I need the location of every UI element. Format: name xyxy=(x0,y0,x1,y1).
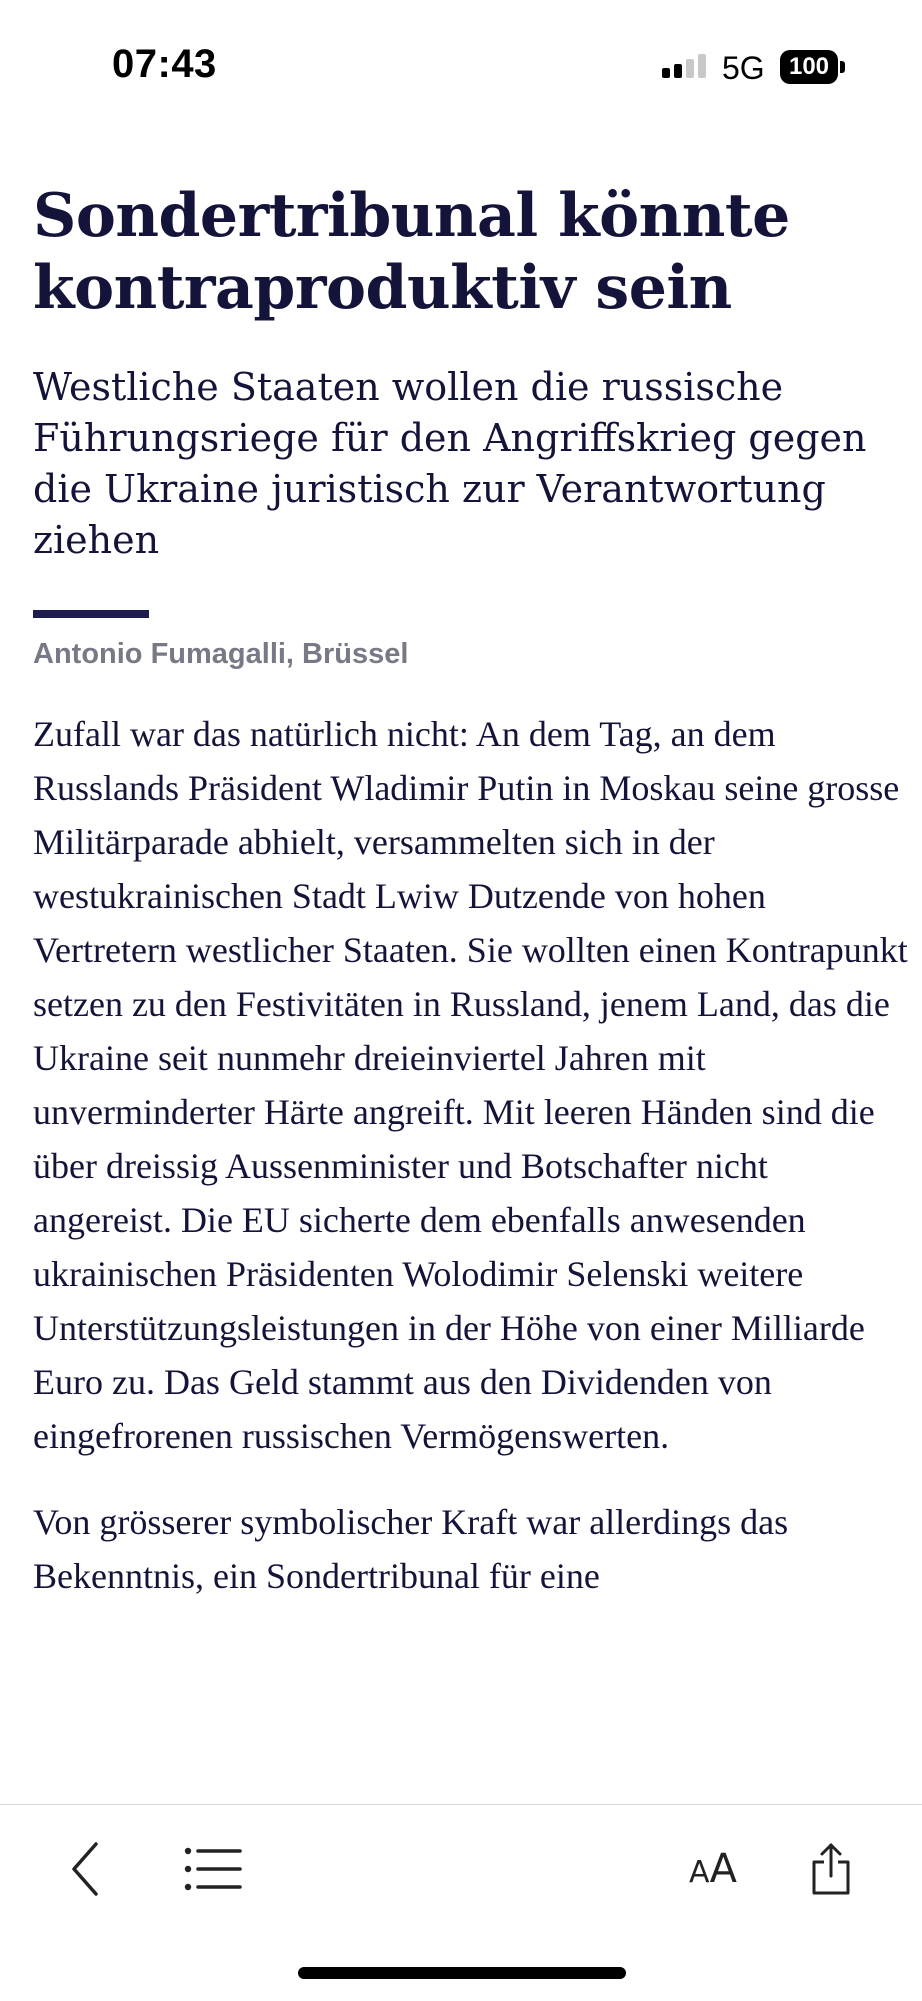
article-headline: Sondertribunal könnte kontraproduktiv sein xyxy=(33,181,790,323)
cellular-signal-icon xyxy=(662,54,712,84)
text-size-small-glyph: A xyxy=(689,1855,710,1890)
article-paragraph: Von grösserer symbolischer Kraft war allerdings das Bekenntnis, ein Sondertribunal für eine xyxy=(33,1502,789,1596)
battery-level: 100 xyxy=(780,50,838,84)
bottom-toolbar xyxy=(0,1804,922,2001)
list-icon xyxy=(184,1846,242,1892)
article-byline: Antonio Fumagalli, Brüssel xyxy=(33,638,409,670)
chevron-left-icon xyxy=(68,1840,102,1898)
network-type: 5G xyxy=(722,50,765,86)
back-button[interactable] xyxy=(60,1837,110,1901)
article-lead: Westliche Staaten wollen die russische Führungsriege für den Angriffskrieg gegen die Ukraine juristisch zur Verantwortung ziehen xyxy=(33,365,867,562)
battery-nub xyxy=(840,61,845,73)
battery-icon xyxy=(780,50,846,84)
home-indicator[interactable] xyxy=(298,1967,626,1979)
table-of-contents-button[interactable] xyxy=(180,1837,246,1901)
accent-rule xyxy=(33,610,149,618)
article xyxy=(33,180,908,1603)
status-time: 07:43 xyxy=(112,42,217,86)
text-size-button[interactable] xyxy=(680,1837,746,1901)
text-size-icon xyxy=(689,1846,737,1892)
article-paragraph: Zufall war das natürlich nicht: An dem Tag, an dem Russlands Präsident Wladimir Putin in Moskau seine grosse Militärparade abhielt, versammelten sich in der westukrainischen Stadt Lwiw Dutzende von hohen Vertretern westlicher Staaten. Sie wollten einen Kontrapunkt setzen zu den Festivitäten in Russland, jenem Land, das die Ukraine seit nunmehr dreieinviertel Jahren mit unverminderter Härte angreift. Mit leeren Händen sind die über dreissig Aussenminister und Botschafter nicht angereist. Die EU sicherte dem ebenfalls anwesenden ukrainischen Präsidenten Wolodimir Selenski weitere Unterstützungsleistungen in der Höhe von einer Milliarde Euro zu. Das Geld stammt aus den Dividenden von eingefrorenen russischen Vermögenswerten. xyxy=(33,714,908,1456)
status-bar xyxy=(0,0,922,130)
text-size-large-glyph: A xyxy=(709,1846,737,1892)
share-button[interactable] xyxy=(806,1837,856,1901)
share-icon xyxy=(811,1842,851,1896)
